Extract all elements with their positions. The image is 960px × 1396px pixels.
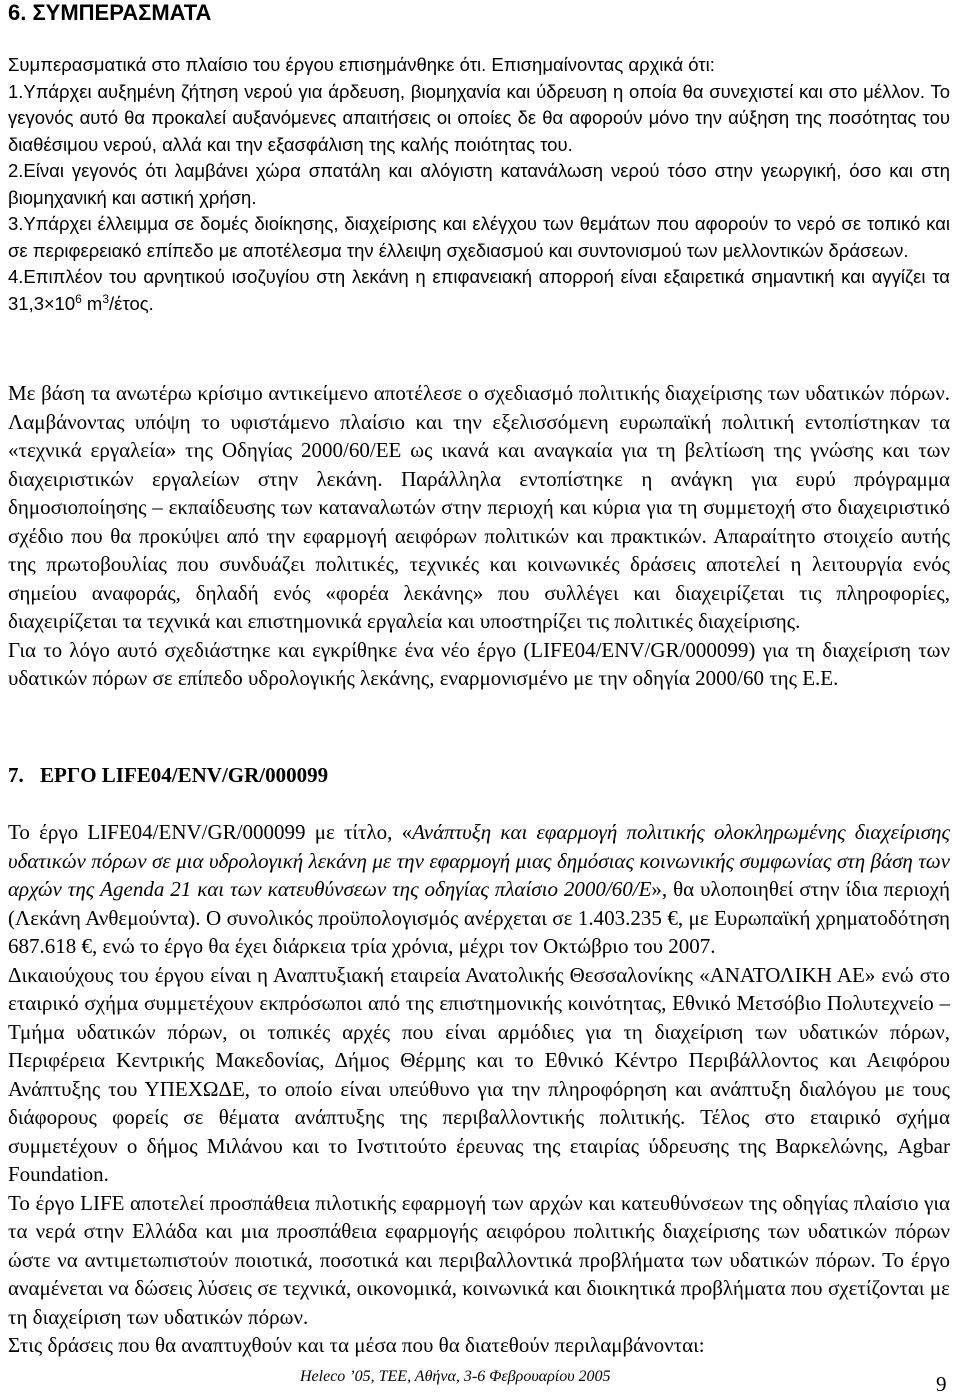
project-title-italic: Ανάπτυξη και εφαρμογή πολιτικής ολοκληρωμένης διαχείρισης υδατικών πόρων σε μια υδρολογική λεκάνη με την εφαρμογή μιας δημόσιας κοινωνικής συμφωνίας στη βάση των αρχών της Agenda 21 και των κατευθύνσεων της οδηγίας πλαίσιο 2000/60/Ε (8, 820, 950, 901)
project-intro-start: Το έργο LIFE04/ENV/GR/000099 με τίτλο, « (8, 820, 413, 844)
section-heading-conclusions: 6. ΣΥΜΠΕΡΑΣΜΑΤΑ (8, 0, 212, 25)
conclusion-item-2: 2.Είναι γεγονός ότι λαμβάνει χώρα σπατάλη και αλόγιστη κατανάλωση νερού τόσο στην γεωργική, όσο και στη βιομηχανική και αστική χρήση. (8, 160, 950, 208)
item4-unit: m (81, 292, 103, 314)
section-title: ΕΡΓΟ LIFE04/ENV/GR/000099 (40, 763, 329, 787)
item4-text: 4.Επιπλέον του αρνητικού ισοζυγίου στη λεκάνη η επιφανειακή απορροή είναι εξαιρετικά σημαντική και αγγίζει τα 31,3 (8, 266, 950, 314)
item4-exponent: 6 (75, 291, 82, 306)
beneficiaries-paragraph: Δικαιούχους του έργου είναι η Αναπτυξιακή εταιρεία Ανατολικής Θεσσαλονίκης «ΑΝΑΤΟΛΙΚΗ ΑΕ» ενώ στο εταιρικό σχήμα συμμετέχουν εκπρόσωποι από της επιστημονικής κοινότητας, Εθνικό Μετσόβιο Πολυτεχνείο – Τμήμα υδατικών πόρων, οι τοπικές αρχές που είναι αρμόδιες για τη διαχείριση των υδατικών πόρων, Περιφέρεια Κεντρικής Μακεδονίας, Δήμος Θέρμης και το Εθνικό Κέντρο Περιβάλλοντος και Αειφόρου Ανάπτυξης του ΥΠΕΧΩΔΕ, το οποίο είναι υπεύθυνο για την πληροφόρηση και ανάπτυξη διαλόγου με τους διάφορους φορείς σε θέματα ανάπτυξης της περιβαλλοντικής πολιτικής. Τέλος στο εταιρικό σχήμα συμμετέχουν ο δήμος Μιλάνου και το Ινστιτούτο έρευνας της εταιρίας ύδρευσης της Βαρκελώνης, Agbar Foundation. (8, 962, 950, 1186)
multiply-sign: × (44, 293, 55, 314)
project-intro-paragraph (8, 818, 950, 961)
page-number: 9 (936, 1372, 947, 1396)
life-project-body (8, 818, 950, 1360)
conclusions-list (8, 52, 950, 317)
section-heading-life-project (8, 762, 328, 788)
page-footer: Heleco ’05, ΤΕΕ, Αθήνα, 3-6 Φεβρουαρίου 2005 (300, 1368, 611, 1385)
policy-paragraph: Με βάση τα ανωτέρω κρίσιμο αντικείμενο αποτέλεσε ο σχεδιασμό πολιτικής διαχείρισης των υδατικών πόρων. Λαμβάνοντας υπόψη το υφιστάμενο πλαίσιο και την εξελισσόμενη ευρωπαϊκή πολιτική εντοπίστηκαν τα «τεχνικά εργαλεία» της Οδηγίας 2000/60/ΕΕ ως ικανά και αναγκαία για τη βελτίωση της γνώσης και των διαχειριστικών εργαλείων στην λεκάνη. Παράλληλα εντοπίστηκε η ανάγκη για ευρύ πρόγραμμα δημοσιοποίησης – εκπαίδευσης των καταναλωτών στην περιοχή και κύρια για τη συμμετοχή στο διαχειριστικό σχέδιο που θα προκύψει από την εφαρμογή αειφόρων πολιτικών και πρακτικών. Απαραίτητο στοιχείο αυτής της πρωτοβουλίας που συνδυάζει πολιτικές, τεχνικές και κοινωνικές δράσεις αποτελεί η λειτουργία ενός σημείου αναφοράς, δηλαδή ενός «φορέα λεκάνης» που συλλέγει και διαχειρίζεται τις πληροφορίες, διαχειρίζεται τα τεχνικά και επιστημονικά εργαλεία και υποστηρίζει τις πολιτικές διαχείρισης. (8, 381, 950, 633)
life-purpose-paragraph: Το έργο LIFE αποτελεί προσπάθεια πιλοτικής εφαρμογή των αρχών και κατευθύνσεων της οδηγίας πλαίσιο για τα νερά στην Ελλάδα και μια προσπάθεια εφαρμογής αειφόρου πολιτικής διαχείρισης των υδατικών πόρων ώστε να αντιμετωπιστούν ποιοτικά, ποσοτικά και περιβαλλοντικά προβλήματα των υδατικών πόρων. Το έργο αναμένεται να δώσεις λύσεις σε τεχνικά, οικονομικά, κοινωνικά και διοικητικά προβλήματα που σχετίζονται με τη διαχείριση των υδατικών πόρων. (8, 1190, 950, 1329)
item4-ten: 10 (54, 292, 76, 314)
item4-unit-exponent: 3 (102, 291, 110, 306)
item4-rest: /έτος. (109, 292, 154, 314)
section-number: 7. (8, 763, 24, 787)
project-intro-end: », θα υλοποιηθεί στην ίδια περιοχή (Λεκάνη Ανθεμούντα). Ο συνολικός προϋπολογισμός ανέρχεται σε 1.403.235 €, με Ευρωπαϊκή χρηματοδότηση 687.618 €, ενώ το έργο θα έχει διάρκεια τρία χρόνια, μέχρι τον Οκτώβριο του 2007. (8, 877, 950, 958)
conclusion-item-1: 1.Υπάρχει αυξημένη ζήτηση νερού για άρδευση, βιομηχανία και ύδρευση η οποία θα συνεχιστεί και στο μέλλον. Το γεγονός αυτό θα προκαλεί αυξανόμενες απαιτήσεις οι οποίες δε θα αφορούν μόνο την αύξηση της ποσότητας του διαθέσιμου νερού, αλλά και την εξασφάλιση της καλής ποιότητας του. (8, 80, 950, 155)
project-paragraph: Για το λόγο αυτό σχεδιάστηκε και εγκρίθηκε ένα νέο έργο (LIFE04/ENV/GR/000099) για τη διαχείριση των υδατικών πόρων σε επίπεδο υδρολογικής λεκάνης, εναρμονισμένο με την οδηγία 2000/60 της Ε.Ε. (8, 637, 950, 690)
actions-intro-paragraph: Στις δράσεις που θα αναπτυχθούν και τα μέσα που θα διατεθούν περιλαμβάνονται: (8, 1333, 705, 1357)
conclusion-item-4 (8, 264, 950, 317)
conclusions-intro: Συμπερασματικά στο πλαίσιο του έργου επισημάνθηκε ότι. Επισημαίνοντας αρχικά ότι: (8, 54, 715, 75)
conclusions-paragraphs (8, 379, 950, 693)
conclusion-item-3: 3.Υπάρχει έλλειμμα σε δομές διοίκησης, διαχείρισης και ελέγχου των θεμάτων που αφορούν το νερό σε τοπικό και σε περιφερειακό επίπεδο με αποτέλεσμα την έλλειψη σχεδιασμού και συντονισμού των μελλοντικών δράσεων. (8, 213, 950, 261)
